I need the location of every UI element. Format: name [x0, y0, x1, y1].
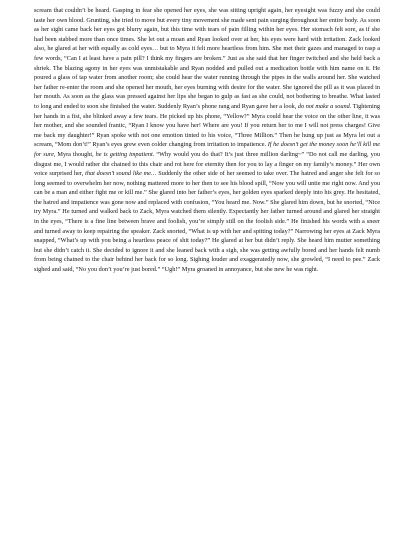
- body-paragraph: [34, 6, 380, 275]
- text-run: Suddenly the other side of her seemed to take over. The hatred and anger she felt for so long seemed to overwhelm her now, nothing mattered more to her then to see his blood spill, “Now you will untie me right now. And you can be a man and either fight me or kill me.” She glared into her father’s eyes, her golden eyes sparked deeply into his grey. He hesitated, the hatred and impatience was gone now and replaced with confusion, “You heard me. Now.” She glared him down, but he snorted, “Nice try Myra.” He turned and walked back to Zack, Myra watched them silently. Expectantly her father turned around and glared her straight in the eyes, “There is a fine line between brave and foolish, you’re simply still on the foolish side.” He finished his words with a sneer and turned away to keep repairing the speaker. Zack snorted, “What is up with her and spitting today?” Narrowing her eyes at Zack Myra snapped, “What’s up with you being a heartless peace of shit today?” He glared at her but didn’t reply. She heard him mutter something but she didn’t catch it. She decided to ignore it and she leaned back with a sigh, she was getting awfully bored and her hands felt numb from being chained to the chair behind her back for so long. Sighing louder and exaggeratedly now, she growled, “I need to pee.” Zack sighed and said, “No you don’t you’re just bored.” “Ugh!” Myra groaned in annoyance, but she new he was right.: [34, 170, 380, 274]
- italic-text-run: that doesn’t sound like me…: [85, 170, 157, 178]
- italic-text-run: he is getting impatient.: [95, 150, 155, 158]
- text-run: “Why would you do that? It’s just three million darling~” “Do not call me darling, you disgust me, I would rather die chained to this chair and rot here for eternity then for you to lay a finger on my family’s money.” Her own voice surprised her,: [34, 150, 380, 178]
- italic-text-run: do not make a sound: [297, 102, 350, 110]
- text-run: scream that couldn’t be heard. Gasping in fear she opened her eyes, she was sitting upright again, her eyesight was fuzzy and she could taste her own blood. Grunting, she tried to move but every tiny movement she made sent pain surging throughout her entire body. As soon as her sight came back her eyes got blurry again, but this time with tears of pain filling within her eyes. Her stomach felt sore, as if she had been stabbed more than once times. She let out a moan and Ryan looked over at her, his eyes were hard with irritation. Zack looked also, he glared at her with equally as cold eyes… but to Myra it felt more heartless from him. She met their gazes and managed to rasp a few words, “Can I at least have a pain pill? I think my fingers are broken.” Just as she said that her finger twitched and she held back a shriek. The blazing agony in her eyes was unmistakable and Ryan nodded and pulled out a medication bottle with him name on it. He poured a glass of tap water from another room; she could hear the water running through the pipes in the walls around her. She watched her father re-enter the room and she opened her mouth, her eyes burning with desire for the water. She ignored the pill as it was placed in her mouth. As soon as the glass was pressed against her lips she began to gulp as fast as she could, not bothering to breathe. What lasted to long and ended to soon she finished the water. Suddenly Ryan’s phone rang and Ryan gave her a look,: [34, 7, 380, 110]
- text-run: . Tightening her hands in a fist, she blinked away a few tears. He picked up his phone, “Yellow?” Myra could hear the voice on the other line, it was her mother, and she sounded frantic, “Ryan I know you have her! Where are you! If you return her to me I will not press charges! Give me back my daughter!” Ryan spoke with not one emotion tinted to his voice, “Three Million.” Then he hung up just as Myra let out a scream, “Mom don’t!” Ryan’s eyes grew even colder changing from irritation to impatience.: [34, 102, 380, 149]
- italic-text-run: If he doesn’t get the money soon he’ll kill me for sure: [34, 141, 381, 158]
- text-run: , Myra thought,: [53, 150, 96, 158]
